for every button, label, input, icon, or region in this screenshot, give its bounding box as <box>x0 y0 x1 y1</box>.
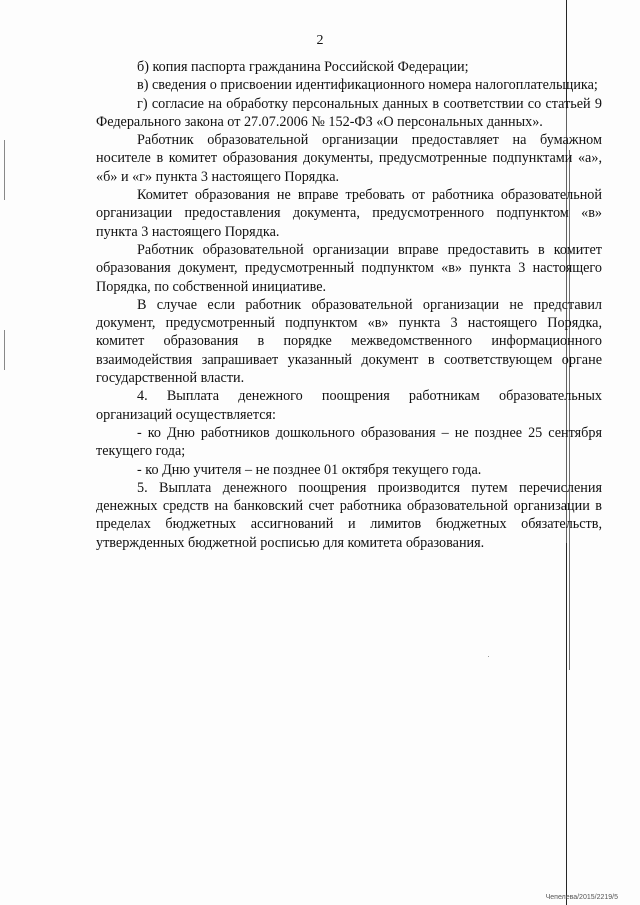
paragraph-subitem-b: б) копия паспорта гражданина Российской Федерации; <box>137 59 469 75</box>
paragraph: Комитет образования не вправе требовать от работника образовательной организации предоставления документа, предусмотренного подпунктом «в» пункта 3 настоящего Порядка. <box>96 187 602 240</box>
footer-reference: Чепелева/2015/2219/5 <box>545 894 618 901</box>
page-number: 2 <box>316 33 324 48</box>
paragraph: В случае если работник образовательной организации не представил документ, предусмотренный подпунктом «в» пункта 3 настоящего Порядка, комитет образования в порядке межведомственного информационного взаимодействия запрашивает указанный документ в соответствующем органе государственной власти. <box>96 296 602 387</box>
list-item-deadline: - ко Дню учителя – не позднее 01 октября текущего года. <box>137 461 482 478</box>
paragraph: Работник образовательной организации предоставляет на бумажном носителе в комитет образования документы, предусмотренные подпунктами «а», «б» и «г» пункта 3 настоящего Порядка. <box>96 132 602 185</box>
scan-artifact-mark <box>4 140 5 200</box>
paragraph-section-5: 5. Выплата денежного поощрения производится путем перечисления денежных средств на банковский счет работника образовательной организации в пределах бюджетных ассигнований и лимитов бюджетных обязательств, утвержденных бюджетной росписью для комитета образования. <box>96 479 602 551</box>
scan-artifact-mark <box>4 330 5 370</box>
paragraph-section-4: 4. Выплата денежного поощрения работникам образовательных организаций осуществляется: <box>96 388 602 423</box>
paragraph-subitem-g: г) согласие на обработку персональных данных в соответствии со статьей 9 Федерального закона от 27.07.2006 № 152-ФЗ «О персональных данных». <box>96 95 602 130</box>
list-item-deadline: - ко Дню работников дошкольного образования – не позднее 25 сентября текущего года; <box>96 424 602 460</box>
scan-artifact-dot <box>488 656 489 657</box>
paragraph: Работник образовательной организации вправе предоставить в комитет образования документ, предусмотренный подпунктом «в» пункта 3 настоящего Порядка, по собственной инициативе. <box>96 241 602 295</box>
document-body <box>96 58 602 552</box>
paragraph-subitem-v: в) сведения о присвоении идентификационного номера налогоплательщика; <box>137 77 598 94</box>
